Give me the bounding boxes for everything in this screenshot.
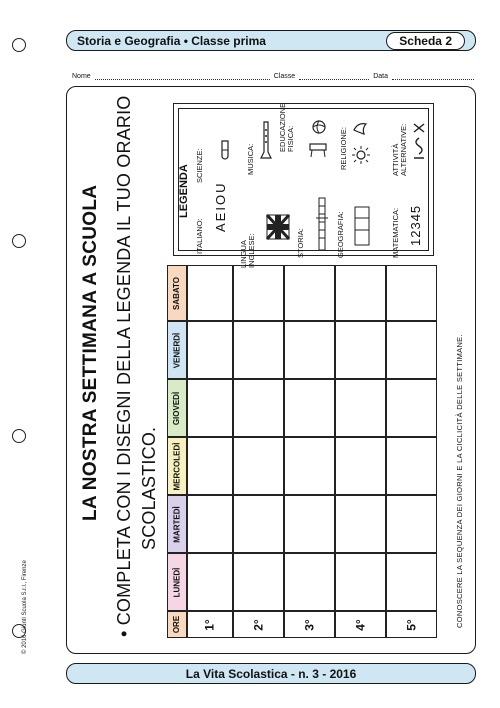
day-header-label: GIOVEDÌ (172, 391, 182, 425)
day-header-6 (167, 265, 187, 321)
dove-icon (352, 120, 368, 136)
hour-label-text: 4° (353, 618, 368, 631)
hour-label-5 (386, 611, 437, 638)
sheet-badge: Scheda 2 (386, 32, 465, 50)
timetable-cell[interactable] (233, 379, 284, 437)
timetable-cell[interactable] (284, 553, 335, 611)
timetable-cell[interactable] (386, 553, 437, 611)
day-header-label: MARTEDÌ (172, 505, 182, 543)
hour-label-3 (284, 611, 335, 638)
legend-scienze: SCIENZE: (195, 148, 204, 183)
scribble-icon (410, 120, 428, 164)
hours-corner-label: ORE (172, 615, 182, 634)
hours-corner-header (167, 611, 187, 638)
class-label: Classe (273, 73, 296, 80)
legend-lingua: LINGUA INGLESE: (239, 233, 256, 268)
instruction-line-1: • COMPLETA CON I DISEGNI DELLA LEGENDA IL TUO ORARIO (114, 95, 134, 637)
hour-label-text: 2° (251, 618, 266, 631)
timetable-cell[interactable] (233, 553, 284, 611)
timetable-cell[interactable] (284, 495, 335, 553)
name-field[interactable] (95, 74, 270, 80)
legend-matematica-symbol: 12345 (408, 204, 423, 246)
legend-musica: MUSICA: (246, 143, 255, 175)
day-header-label: MERCOLEDÌ (172, 442, 182, 490)
binder-hole (12, 38, 26, 52)
legend-attivita: ATTIVITÀ ALTERNATIVE: (391, 123, 408, 176)
hour-label-1 (187, 611, 233, 638)
instruction-line-2: SCOLASTICO. (139, 426, 159, 550)
date-field[interactable] (392, 74, 474, 80)
timetable-cell[interactable] (335, 437, 386, 495)
legend-religione: RELIGIONE: (339, 127, 348, 170)
sun-icon (352, 146, 370, 164)
footer-bar (66, 663, 476, 684)
timetable-cell[interactable] (335, 265, 386, 321)
flute-icon (260, 120, 272, 160)
timetable-cell[interactable] (187, 437, 233, 495)
student-info-row (72, 68, 474, 80)
timetable-cell[interactable] (233, 437, 284, 495)
timetable-cell[interactable] (284, 265, 335, 321)
timetable-cell[interactable] (187, 495, 233, 553)
header-title: Storia e Geografia • Classe prima (77, 33, 266, 48)
legend-italiano-symbol: AEIOU (213, 181, 228, 232)
footer-text: La Vita Scolastica - n. 3 - 2016 (185, 666, 357, 681)
hour-label-text: 1° (202, 618, 217, 631)
day-header-1 (167, 553, 187, 611)
timetable-cell[interactable] (386, 495, 437, 553)
timetable-cell[interactable] (187, 321, 233, 379)
legend-educazione: EDUCAZIONE FISICA: (278, 102, 295, 152)
name-label: Nome (72, 73, 91, 80)
day-header-label: SABATO (172, 276, 182, 310)
binder-hole (12, 429, 26, 443)
hour-label-text: 3° (302, 618, 317, 631)
timetable-cell[interactable] (187, 553, 233, 611)
class-field[interactable] (299, 74, 369, 80)
binder-hole (12, 234, 26, 248)
legend-storia: STORIA: (296, 228, 305, 258)
day-header-label: LUNEDÌ (172, 567, 182, 597)
timetable-cell[interactable] (335, 321, 386, 379)
timetable-cell[interactable] (386, 265, 437, 321)
timetable-cell[interactable] (284, 379, 335, 437)
day-header-3 (167, 437, 187, 495)
timetable-cell[interactable] (233, 321, 284, 379)
legend-title: LEGENDA (178, 164, 190, 218)
footnote: CONOSCERE LA SEQUENZA DEI GIORNI E LA CICLICITÀ DELLE SETTIMANE. (455, 334, 464, 628)
gym-horse-icon (308, 140, 328, 158)
ball-icon (312, 120, 326, 134)
legend-geografia: GEOGRAFIA: (336, 211, 345, 258)
hour-label-2 (233, 611, 284, 638)
timetable-cell[interactable] (187, 265, 233, 321)
timetable-cell[interactable] (386, 379, 437, 437)
header-bar (66, 30, 476, 51)
timetable-cell[interactable] (386, 321, 437, 379)
test-tube-icon (218, 140, 232, 162)
day-header-4 (167, 379, 187, 437)
uk-flag-icon (266, 214, 290, 240)
timetable-cell[interactable] (233, 265, 284, 321)
timetable-cell[interactable] (284, 321, 335, 379)
hour-label-4 (335, 611, 386, 638)
timetable-cell[interactable] (284, 437, 335, 495)
legend-matematica: MATEMATICA: (391, 207, 400, 258)
day-header-2 (167, 495, 187, 553)
hour-label-text: 5° (404, 618, 419, 631)
worksheet-heading: LA NOSTRA SETTIMANA A SCUOLA (80, 184, 101, 521)
date-label: Data (373, 73, 388, 80)
map-icon (354, 206, 370, 246)
copyright: © 2016 Giunti Scuola S.r.l., Firenze (22, 560, 28, 654)
timeline-icon (316, 196, 328, 252)
timetable-cell[interactable] (335, 495, 386, 553)
day-header-label: VENERDÌ (172, 332, 182, 368)
timetable-cell[interactable] (335, 379, 386, 437)
timetable-cell[interactable] (233, 495, 284, 553)
timetable-cell[interactable] (187, 379, 233, 437)
legend-italiano: ITALIANO: (195, 218, 204, 254)
timetable-cell[interactable] (386, 437, 437, 495)
day-header-5 (167, 321, 187, 379)
timetable-cell[interactable] (335, 553, 386, 611)
